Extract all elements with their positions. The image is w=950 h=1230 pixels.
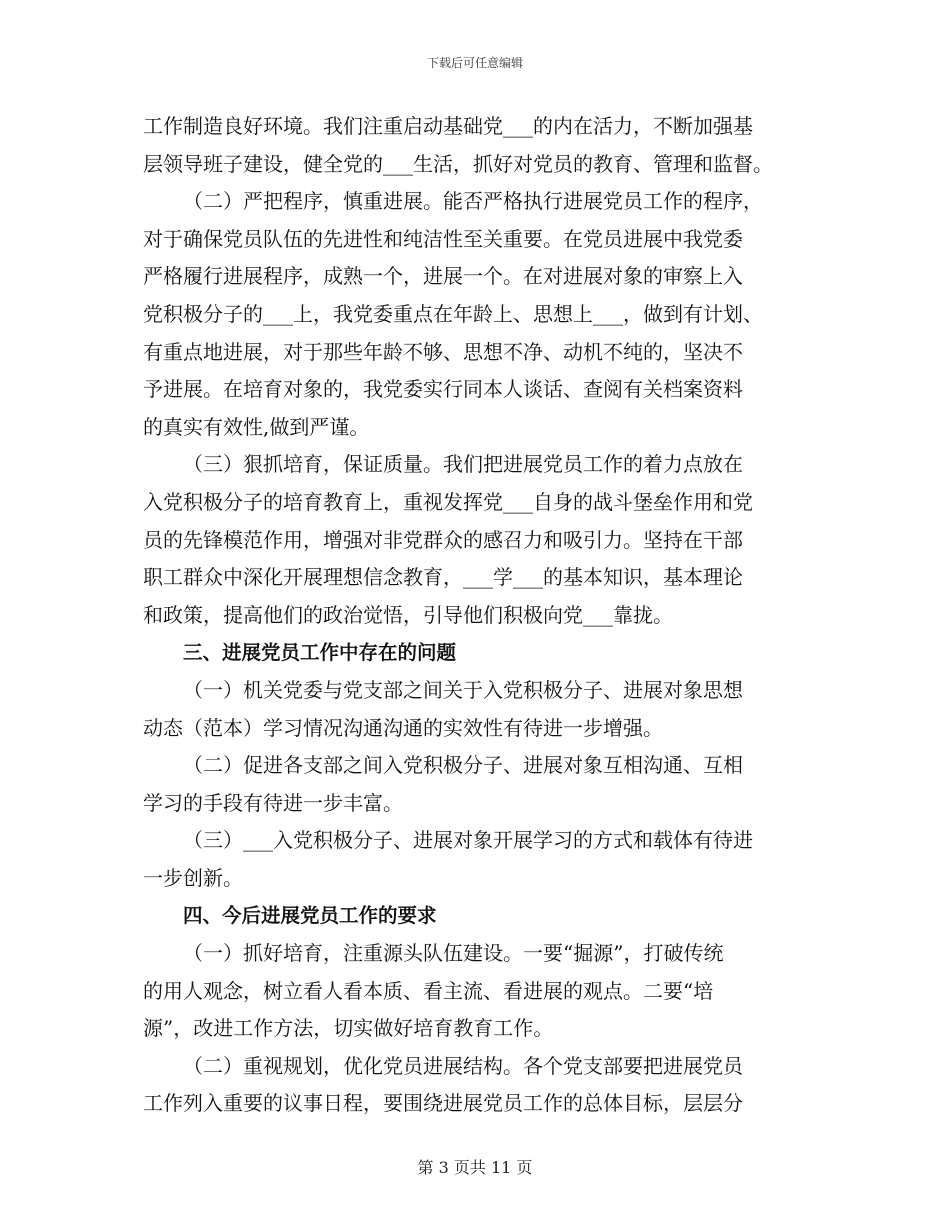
text-line: 对于确保党员队伍的先进性和纯洁性至关重要。在党员进展中我党委 [143,226,743,251]
text-line: 层领导班子建设，健全党的___生活，抓好对党员的教育、管理和监督。 [143,151,773,176]
text-line: 的真实有效性,做到严谨。 [143,414,370,439]
text-line: （一）抓好培育，注重源头队伍建设。一要“掘源”，打破传统 [183,941,724,966]
section-heading: 四、今后进展党员工作的要求 [183,904,437,928]
text-line: 入党积极分子的培育教育上，重视发挥党___自身的战斗堡垒作用和党 [143,489,753,514]
text-line: （三）狠抓培育，保证质量。我们把进展党员工作的着力点放在 [183,452,743,477]
text-line: 一步创新。 [143,865,243,890]
text-line: 工作制造良好环境。我们注重启动基础党___的内在活力，不断加强基 [143,114,753,138]
document-body [143,108,823,1123]
text-line: 党积极分子的___上，我党委重点在年龄上、思想上___，做到有计划、 [143,301,763,326]
text-line: （二）促进各支部之间入党积极分子、进展对象互相沟通、互相 [183,753,743,778]
text-line: 动态（范本）学习情况沟通沟通的实效性有待进一步增强。 [143,715,663,740]
page-header: 下载后可任意编辑 [426,56,523,70]
text-line: 有重点地进展，对于那些年龄不够、思想不净、动机不纯的，坚决不 [143,339,743,364]
text-line: 的用人观念，树立看人看本质、看主流、看进展的观点。二要“培 [143,978,714,1003]
text-line: （三）___入党积极分子、进展对象开展学习的方式和载体有待进 [183,828,753,853]
text-line: （二）严把程序，慎重进展。能否严格执行进展党员工作的程序， [183,189,763,214]
text-line: 和政策，提高他们的政治觉悟，引导他们积极向党___靠拢。 [143,602,673,627]
text-line: 员的先锋模范作用，增强对非党群众的感召力和吸引力。坚持在干部 [143,527,743,552]
text-line: 工作列入重要的议事日程，要围绕进展党员工作的总体目标，层层分 [143,1091,743,1116]
text-line: 学习的手段有待进一步丰富。 [143,790,403,815]
text-line: （一）机关党委与党支部之间关于入党积极分子、进展对象思想 [183,677,743,702]
text-line: 予进展。在培育对象的，我党委实行同本人谈话、查阅有关档案资料 [143,377,743,402]
text-line: 源”，改进工作方法，切实做好培育教育工作。 [143,1016,554,1041]
section-heading: 三、进展党员工作中存在的问题 [183,641,457,665]
text-line: 严格履行进展程序，成熟一个，进展一个。在对进展对象的审察上入 [143,264,743,289]
page-footer: 第 3 页共 11 页 [417,1158,533,1177]
text-line: 职工群众中深化开展理想信念教育，___学___的基本知识，基本理论 [143,565,743,590]
text-line: （二）重视规划，优化党员进展结构。各个党支部要把进展党员 [183,1053,743,1078]
